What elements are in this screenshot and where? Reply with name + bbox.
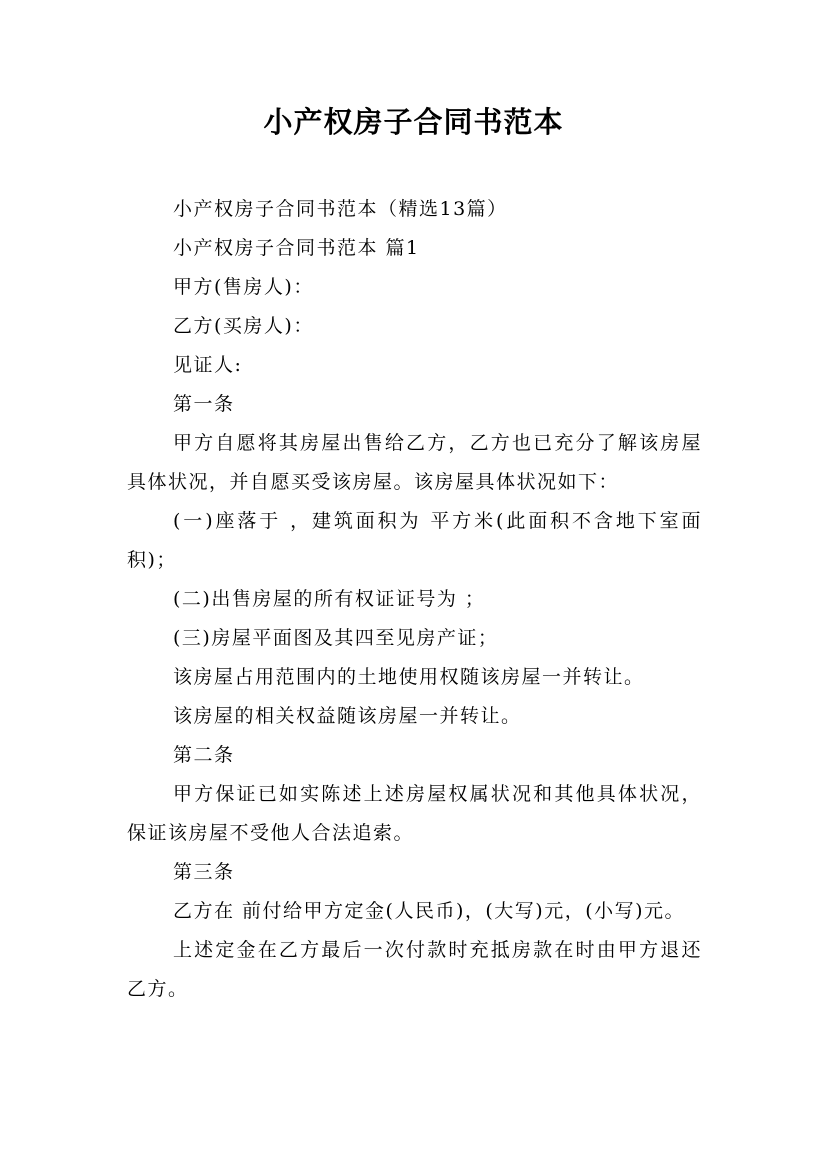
paragraph-party-a: 甲方(售房人)： bbox=[173, 276, 314, 298]
paragraph-witness: 见证人: bbox=[173, 354, 243, 376]
paragraph-article-2-body: 甲方保证已如实陈述上述房屋权属状况和其他具体状况，保证该房屋不受他人合法追索。 bbox=[127, 783, 702, 844]
document-title: 小产权房子合同书范本 bbox=[263, 105, 564, 139]
paragraph-article-3: 第三条 bbox=[173, 861, 235, 883]
paragraph-article-1: 第一条 bbox=[173, 393, 235, 415]
paragraph-item-1: (一)座落于 ，建筑面积为 平方米(此面积不含地下室面积)； bbox=[127, 510, 702, 571]
document-body bbox=[127, 190, 702, 1009]
paragraph-subtitle: 小产权房子合同书范本（精选13篇） bbox=[173, 198, 508, 220]
paragraph-section-heading: 小产权房子合同书范本 篇1 bbox=[173, 237, 420, 259]
paragraph-article-2: 第二条 bbox=[173, 744, 235, 766]
paragraph-related-rights: 该房屋的相关权益随该房屋一并转让。 bbox=[173, 705, 522, 727]
paragraph-land-rights: 该房屋占用范围内的土地使用权随该房屋一并转让。 bbox=[173, 666, 645, 688]
paragraph-article-1-body: 甲方自愿将其房屋出售给乙方，乙方也已充分了解该房屋具体状况，并自愿买受该房屋。该房屋具体状况如下： bbox=[127, 432, 702, 493]
paragraph-item-3: (三)房屋平面图及其四至见房产证； bbox=[173, 627, 499, 649]
paragraph-article-3-body: 乙方在 前付给甲方定金(人民币)，(大写)元，(小写)元。 bbox=[173, 900, 686, 922]
paragraph-deposit-refund: 上述定金在乙方最后一次付款时充抵房款在时由甲方退还乙方。 bbox=[127, 939, 702, 1000]
paragraph-party-b: 乙方(买房人)： bbox=[173, 315, 314, 337]
paragraph-item-2: (二)出售房屋的所有权证证号为 ； bbox=[173, 588, 486, 610]
